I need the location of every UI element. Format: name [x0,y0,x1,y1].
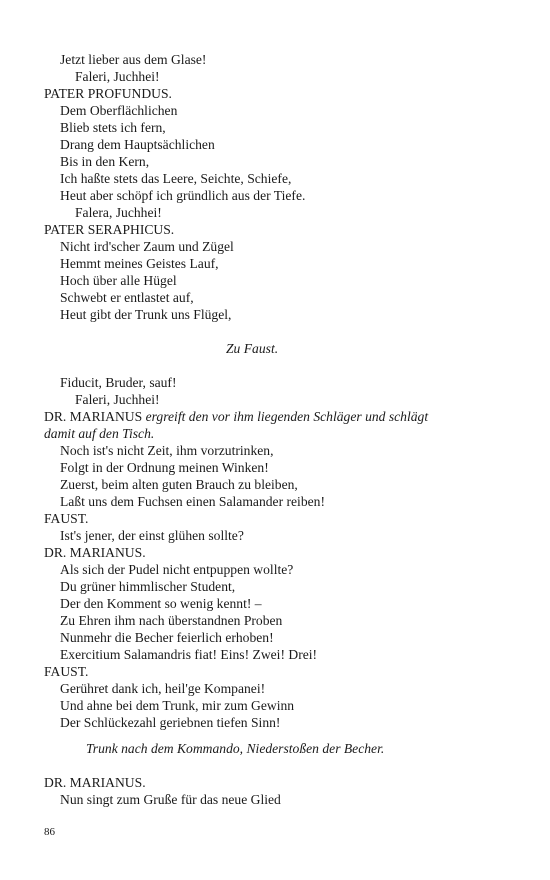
verse-line: Nun singt zum Gruße für das neue Glied [60,792,281,807]
verse-line: Als sich der Pudel nicht entpuppen wollte? [60,562,294,577]
verse-line: Ist's jener, der einst glühen sollte? [60,528,244,543]
speaker-name: PATER PROFUNDUS. [44,86,172,101]
verse-line: Der Schlückezahl geriebnen tiefen Sinn! [60,715,281,730]
verse-line: Ich haßte stets das Leere, Seichte, Schiefe, [60,171,292,186]
verse-line: Heut gibt der Trunk uns Flügel, [60,307,232,322]
speaker-name: FAUST. [44,664,89,679]
verse-line: Noch ist's nicht Zeit, ihm vorzutrinken, [60,443,274,458]
speaker-name: DR. MARIANUS. [44,775,146,790]
speaker-name: DR. MARIANUS [44,409,143,424]
verse-line: Nicht ird'scher Zaum und Zügel [60,239,234,254]
verse-line: Hoch über alle Hügel [60,273,177,288]
verse-line: Schwebt er entlastet auf, [60,290,194,305]
verse-line: Zuerst, beim alten guten Brauch zu bleiben, [60,477,298,492]
stage-direction: Zu Faust. [226,341,279,356]
verse-line: Folgt in der Ordnung meinen Winken! [60,460,269,475]
verse-line: Jetzt lieber aus dem Glase! [60,52,207,67]
verse-line: Exercitium Salamandris fiat! Eins! Zwei! Drei! [60,647,318,662]
speaker-name: PATER SERAPHICUS. [44,222,175,237]
refrain-line: Falera, Juchhei! [75,205,162,220]
verse-line: Dem Oberflächlichen [60,103,178,118]
page-number: 86 [44,826,55,838]
verse-line: Laßt uns dem Fuchsen einen Salamander reiben! [60,494,325,509]
verse-line: Fiducit, Bruder, sauf! [60,375,177,390]
stage-direction: Trunk nach dem Kommando, Niederstoßen der Becher. [86,741,385,756]
speaker-name: DR. MARIANUS. [44,545,146,560]
verse-line: Gerühret dank ich, heil'ge Kompanei! [60,681,266,696]
speaker-name: FAUST. [44,511,89,526]
verse-line: Der den Komment so wenig kennt! – [60,596,262,611]
verse-line: Hemmt meines Geistes Lauf, [60,256,219,271]
verse-line: Heut aber schöpf ich gründlich aus der Tiefe. [60,188,306,203]
verse-line: Und ahne bei dem Trunk, mir zum Gewinn [60,698,295,713]
verse-line: Blieb stets ich fern, [60,120,166,135]
verse-line: Drang dem Hauptsächlichen [60,137,215,152]
verse-line: Bis in den Kern, [60,154,150,169]
stage-direction: ergreift den vor ihm liegenden Schläger und schlägt [145,409,429,424]
speaker-line [44,408,428,425]
verse-line: Du grüner himmlischer Student, [60,579,236,594]
refrain-line: Faleri, Juchhei! [75,69,160,84]
stage-direction-continued: damit auf den Tisch. [44,426,155,441]
refrain-line: Faleri, Juchhei! [75,392,160,407]
verse-line: Zu Ehren ihm nach überstandnen Proben [60,613,283,628]
verse-line: Nunmehr die Becher feierlich erhoben! [60,630,274,645]
